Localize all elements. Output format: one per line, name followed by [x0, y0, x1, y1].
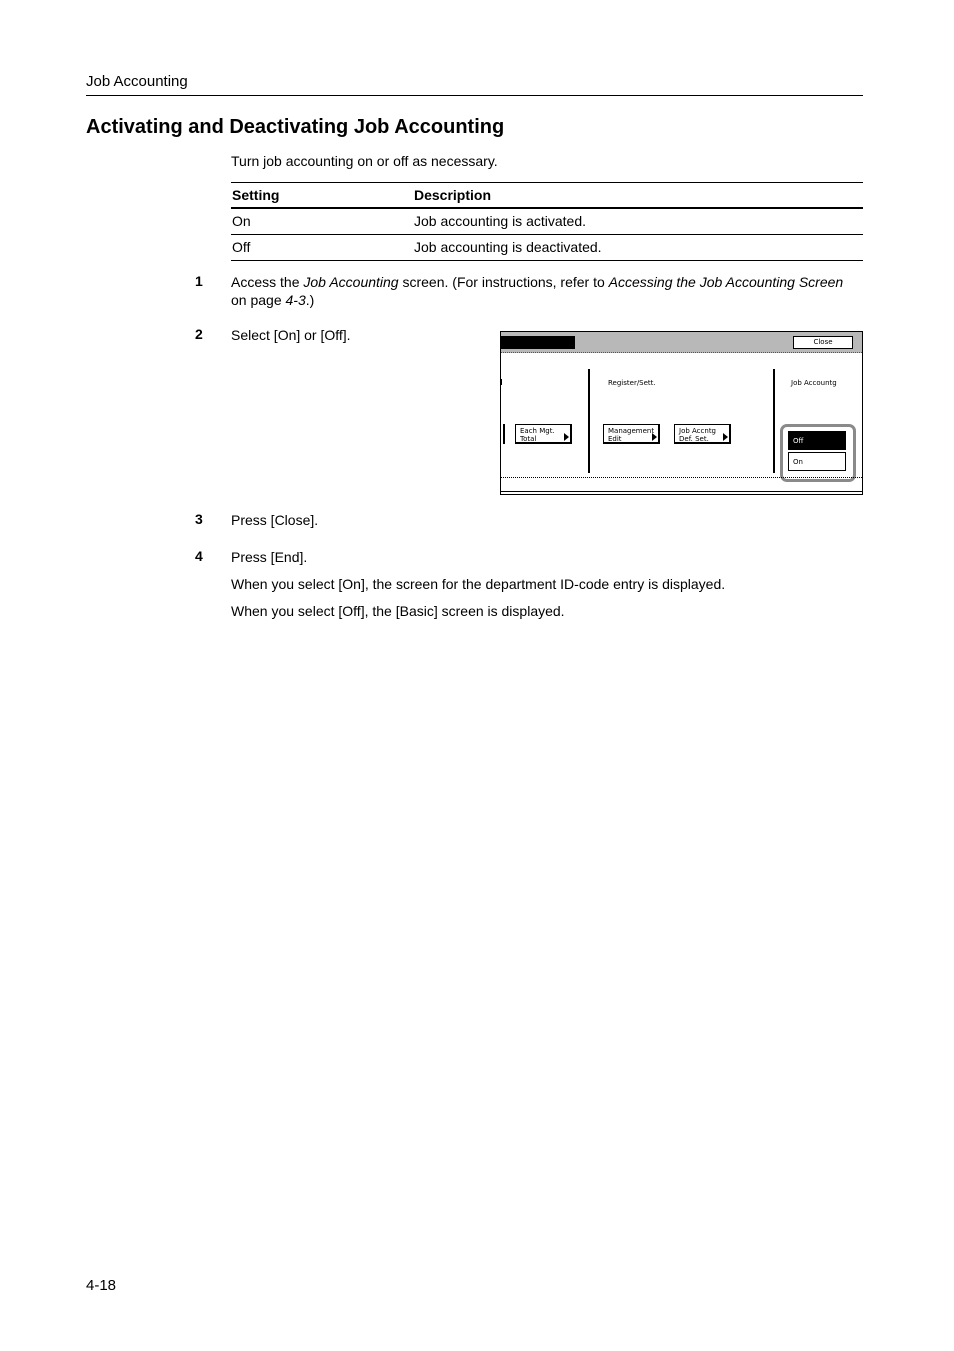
step-number: 4 — [195, 548, 203, 564]
screen-title-bar — [501, 332, 862, 353]
button-line: Management — [608, 427, 655, 435]
step-3-text: Press [Close]. — [231, 512, 319, 528]
arrow-right-icon — [652, 433, 657, 441]
table-header-row — [231, 182, 863, 207]
intro-text: Turn job accounting on or off as necessary. — [231, 153, 498, 169]
management-edit-button[interactable] — [603, 424, 660, 444]
screen-column-separator — [773, 369, 775, 473]
arrow-right-icon — [564, 433, 569, 441]
screen-column-separator — [588, 369, 590, 473]
page-number: 4-18 — [86, 1277, 117, 1294]
button-line: Edit — [608, 435, 622, 443]
title-block — [501, 336, 575, 349]
table-cell-description: Job accounting is activated. — [414, 213, 586, 229]
step-1-text-c: screen. (For instructions, refer to — [398, 274, 609, 290]
step-1-reference: Accessing the Job Accounting Screen — [608, 274, 844, 290]
settings-table — [231, 182, 863, 261]
page-title: Activating and Deactivating Job Accounting — [86, 116, 505, 138]
table-cell-setting: Off — [232, 239, 251, 255]
arrow-right-icon — [723, 433, 728, 441]
step-2-text: Select [On] or [Off]. — [231, 327, 351, 343]
running-header: Job Accounting — [86, 73, 188, 90]
register-sett-label: Register/Sett. — [608, 379, 656, 387]
header-rule — [86, 95, 863, 96]
off-button[interactable]: Off — [788, 431, 846, 450]
partial-button[interactable] — [501, 424, 505, 444]
each-mgt-total-button[interactable] — [515, 424, 572, 444]
step-1-screen-name: Job Accounting — [303, 274, 399, 290]
table-header-setting: Setting — [232, 187, 280, 203]
button-line: Def. Set. — [679, 435, 709, 443]
step-4-note-off: When you select [Off], the [Basic] screen is displayed. — [231, 603, 565, 619]
step-1-page-ref: 4-3 — [285, 292, 306, 308]
button-line: Each Mgt. — [520, 427, 555, 435]
step-1-text-e: on page — [231, 292, 286, 308]
step-4-text: Press [End]. — [231, 549, 308, 565]
table-cell-setting: On — [232, 213, 251, 229]
table-cell-description: Job accounting is deactivated. — [414, 239, 602, 255]
button-line: Total — [520, 435, 537, 443]
close-button[interactable]: Close — [793, 336, 853, 349]
step-1-text-a: Access the — [231, 274, 304, 290]
screen-tick-mark — [501, 379, 502, 385]
button-line: Job Accntg — [679, 427, 717, 435]
on-button[interactable]: On — [788, 452, 846, 471]
step-1-text-g: .) — [305, 292, 315, 308]
table-row — [231, 235, 863, 260]
job-accountg-label: Job Accountg — [791, 379, 837, 387]
step-number: 3 — [195, 511, 203, 527]
job-accounting-screen — [500, 331, 863, 495]
step-number: 1 — [195, 273, 203, 289]
table-header-description: Description — [414, 187, 492, 203]
screen-bottom-line — [501, 491, 862, 492]
table-row — [231, 209, 863, 234]
table-divider — [231, 260, 863, 261]
step-1-text — [231, 273, 871, 309]
step-4-note-on: When you select [On], the screen for the department ID-code entry is displayed. — [231, 576, 726, 592]
job-accntg-def-set-button[interactable] — [674, 424, 731, 444]
step-number: 2 — [195, 326, 203, 342]
screen-bottom-divider — [501, 477, 862, 478]
